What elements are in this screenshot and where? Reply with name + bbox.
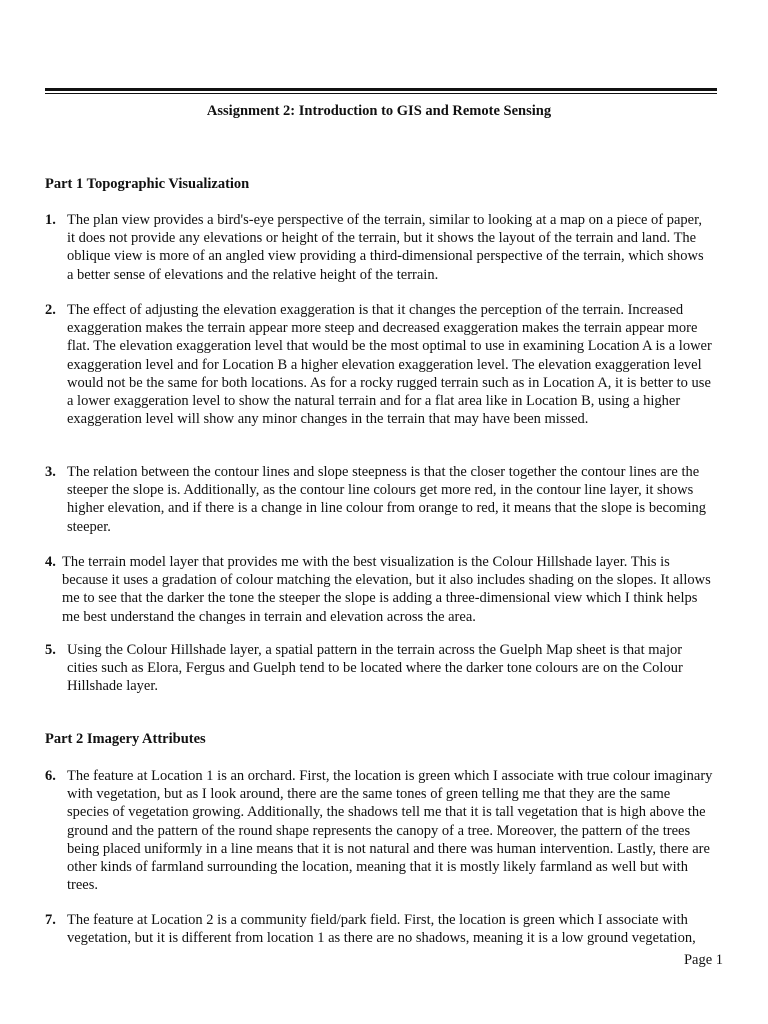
header-rule-thick <box>45 88 717 91</box>
item-number: 3. <box>45 464 56 480</box>
list-item <box>45 301 713 428</box>
item-number: 6. <box>45 768 56 784</box>
item-number: 7. <box>45 912 56 928</box>
list-item <box>45 211 713 284</box>
document-title: Assignment 2: Introduction to GIS and Remote Sensing <box>206 103 552 119</box>
list-item <box>45 911 713 947</box>
page-number: Page 1 <box>683 952 723 968</box>
list-item <box>45 463 713 536</box>
item-text: The feature at Location 1 is an orchard. First, the location is green which I associate with true colour imaginary with vegetation, but as I look around, there are the same tones of green telling me that they are the same species of vegetation growing. Additionally, the shadows tell me that it is tall vegetation that is high above the ground and the pattern of the round shape represents the canopy of a tree. Moreover, the pattern of the trees being placed uniformly in a line means that it is not natural and there was human intervention. Lastly, there are other kinds of farmland surrounding the location, meaning that it is mostly likely farmland as well but with trees. <box>67 768 713 894</box>
item-number: 1. <box>45 212 56 228</box>
list-item <box>45 767 713 894</box>
item-text: The effect of adjusting the elevation exaggeration is that it changes the perception of the terrain. Increased exaggeration makes the terrain appear more steep and decreased exaggeration makes the terrain appear more flat. The elevation exaggeration level that would be the most optimal to use in examining Location A is a lower exaggeration level and for Location B a higher elevation exaggeration level. The elevation exaggeration level would not be the same for both locations. As for a rocky rugged terrain such as in Location A, it is better to use a lower exaggeration level to show the natural terrain and for a flat area like in Location B, using a higher exaggeration level will show any minor changes in the terrain that may have been missed. <box>67 302 712 428</box>
part2-heading: Part 2 Imagery Attributes <box>45 731 206 747</box>
list-item <box>45 553 713 626</box>
list-item <box>45 641 713 696</box>
header-rule-thin <box>45 93 717 94</box>
item-text: Using the Colour Hillshade layer, a spatial pattern in the terrain across the Guelph Map sheet is that major cities such as Elora, Fergus and Guelph tend to be located where the darker tone colours are on the Colour Hillshade layer. <box>67 642 683 695</box>
item-number: 2. <box>45 302 56 318</box>
item-text: The terrain model layer that provides me with the best visualization is the Colour Hillshade layer. This is because it uses a gradation of colour matching the elevation, but it also includes shading on the slopes. It allows me to see that the darker the tone the steeper the slope is adding a three-dimensional view which I think helps me best understand the changes in terrain and elevation across the area. <box>62 554 711 625</box>
item-text: The plan view provides a bird's-eye perspective of the terrain, similar to looking at a map on a piece of paper, it does not provide any elevations or height of the terrain, but it shows the layout of the terrain and land. The oblique view is more of an angled view providing a third-dimensional perspective of the terrain, which shows a better sense of elevations and the relative height of the terrain. <box>67 212 704 283</box>
part1-heading: Part 1 Topographic Visualization <box>45 176 250 192</box>
item-text: The relation between the contour lines and slope steepness is that the closer together the contour lines are the steeper the slope is. Additionally, as the contour line colours get more red, in the contour line layer, it shows higher elevation, and if there is a change in line colour from orange to red, it means that the slope is becoming steeper. <box>67 464 707 535</box>
item-text: The feature at Location 2 is a community field/park field. First, the location is green which I associate with vegetation, but it is different from location 1 as there are no shadows, meaning it is a low ground vegetation, <box>67 912 696 947</box>
item-number: 4. <box>45 554 56 570</box>
item-number: 5. <box>45 642 56 658</box>
